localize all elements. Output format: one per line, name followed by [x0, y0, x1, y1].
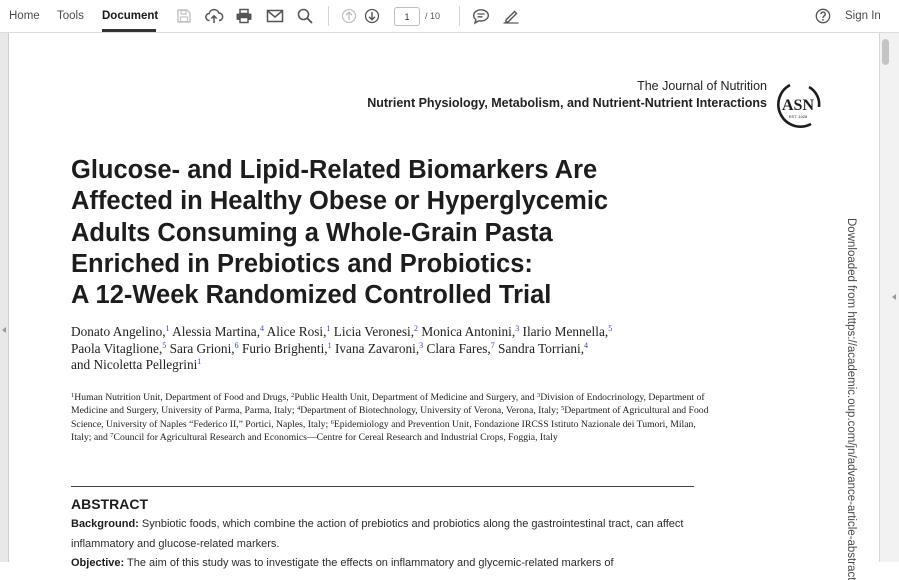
previous-page-icon[interactable] [339, 6, 359, 26]
asn-logo-text: ASN [782, 97, 815, 114]
author-name: Ivana Zavaroni, [334, 340, 420, 356]
save-icon[interactable] [174, 6, 194, 26]
affiliation-marker[interactable]: 1 [327, 340, 332, 350]
tab-home[interactable]: Home [9, 10, 40, 22]
next-page-icon[interactable] [362, 6, 382, 26]
affiliation-marker[interactable]: 3 [515, 324, 520, 333]
asn-logo [776, 80, 822, 130]
sign-in-link[interactable]: Sign In [845, 10, 881, 22]
asn-logo-est: EST. 1928 [788, 114, 808, 119]
page-number-input[interactable] [394, 7, 420, 26]
affiliation-marker[interactable]: 2 [414, 324, 419, 333]
author-name: Licia Veronesi, [333, 324, 415, 339]
tab-tools[interactable]: Tools [57, 10, 84, 22]
print-icon[interactable] [234, 6, 254, 26]
affiliation-marker[interactable]: 1 [197, 357, 202, 366]
affiliation-text: Department of Agricultural and Food Science, University of Naples “Federico II,” Portici, Naples, Italy; [71, 405, 709, 430]
affiliation-marker[interactable]: 4 [584, 340, 589, 350]
page-total: / 10 [425, 11, 441, 21]
author-name: and Nicoletta Pellegrini [71, 357, 198, 372]
affiliation-text: Council for Agricultural Research and Economics—Centre for Cereal Research and Industrial Crops, Foggia, Italy [113, 431, 558, 443]
toolbar-divider [459, 6, 460, 26]
affiliation-number: 7 [110, 431, 114, 439]
affiliation-marker[interactable]: 1 [165, 324, 170, 333]
affiliation-marker[interactable]: 7 [490, 340, 495, 350]
comment-icon[interactable] [471, 6, 491, 26]
left-panel-collapsed[interactable] [0, 33, 9, 562]
abstract-divider [71, 486, 694, 487]
title-line: Enriched in Prebiotics and Probiotics: [71, 249, 533, 278]
title-line: Glucose- and Lipid-Related Biomarkers Are [71, 156, 598, 184]
abstract-objective-text: The aim of this study was to investigate the effects on inflammatory and glycemic-related markers of [124, 557, 614, 570]
journal-name: The Journal of Nutrition [637, 79, 767, 93]
author-name: Alessia Martina, [172, 324, 261, 339]
download-source-watermark [845, 218, 859, 580]
affiliation-number: 1 [71, 392, 75, 399]
affiliation-text: Division of Endocrinology, Department of Medicine and Surgery, University of Parma, Parma, Italy; [71, 392, 705, 417]
abstract-objective-label: Objective: [71, 557, 125, 570]
affiliation-text: Human Nutrition Unit, Department of Food and Drugs, [74, 392, 292, 403]
affiliation-marker[interactable]: 1 [326, 324, 331, 333]
author-name: Alice Rosi, [266, 324, 327, 339]
affiliation-number: 2 [291, 392, 295, 399]
affiliation-text: Department of Biotechnology, University of Verona, Verona, Italy; [300, 405, 562, 417]
tab-document[interactable]: Document [102, 10, 159, 22]
abstract-background-label: Background: [71, 518, 139, 530]
toolbar-divider [328, 6, 329, 26]
author-name: Clara Fares, [426, 340, 491, 356]
affiliation-marker[interactable]: 5 [162, 340, 167, 350]
expand-right-panel-icon[interactable] [892, 294, 896, 300]
top-toolbar [0, 0, 899, 33]
author-name: Sandra Torriani, [498, 340, 585, 356]
article-title [71, 155, 731, 311]
expand-left-panel-icon[interactable] [2, 327, 6, 333]
affiliation-marker[interactable]: 5 [608, 324, 613, 333]
abstract-heading: ABSTRACT [71, 496, 148, 512]
affiliation-marker[interactable]: 3 [419, 340, 424, 350]
search-icon[interactable] [295, 6, 315, 26]
affiliation-number: 4 [297, 405, 301, 413]
email-icon[interactable] [265, 6, 285, 26]
sign-icon[interactable] [501, 6, 521, 26]
affiliation-list [71, 391, 711, 444]
affiliation-marker[interactable]: 4 [260, 324, 265, 333]
author-name: Paola Vitaglione, [71, 340, 163, 356]
right-panel-collapsed[interactable] [879, 33, 899, 562]
author-name: Monica Antonini, [421, 324, 516, 339]
vertical-scrollbar-thumb[interactable] [882, 39, 889, 65]
title-line: Affected in Healthy Obese or Hyperglycemic [71, 187, 609, 216]
title-line: A 12-Week Randomized Controlled Trial [71, 281, 552, 310]
author-list [71, 324, 711, 374]
author-name: Furio Brighenti, [241, 340, 328, 356]
affiliation-number: 5 [561, 405, 565, 413]
title-line: Adults Consuming a Whole-Grain Pasta [71, 218, 553, 247]
help-icon[interactable] [813, 6, 833, 26]
download-source-text: Downloaded from https://academic.oup.com/jn/advance-article-abstract [845, 218, 857, 580]
author-name: Ilario Mennella, [522, 324, 609, 339]
affiliation-text: Public Health Unit, Department of Medicine and Surgery, and [294, 392, 538, 403]
affiliation-number: 3 [537, 392, 541, 399]
active-tab-indicator [102, 29, 156, 32]
abstract-background-text: Synbiotic foods, which combine the action of prebiotics and probiotics along the gastrointestinal tract, can affect inflammatory and glucose-related markers. [71, 518, 684, 550]
journal-subtitle: Nutrient Physiology, Metabolism, and Nutrient-Nutrient Interactions [367, 96, 767, 110]
author-name: Sara Grioni, [169, 340, 235, 356]
affiliation-number: 6 [330, 418, 334, 426]
abstract-body [71, 515, 696, 574]
author-name: Donato Angelino, [71, 324, 166, 339]
affiliation-marker[interactable]: 6 [234, 340, 239, 350]
upload-icon[interactable] [204, 6, 224, 26]
affiliation-text: Epidemiology and Prevention Unit, Fondazione IRCSS Istituto Nazionale dei Tumori, Milan, Italy; and [71, 418, 696, 443]
